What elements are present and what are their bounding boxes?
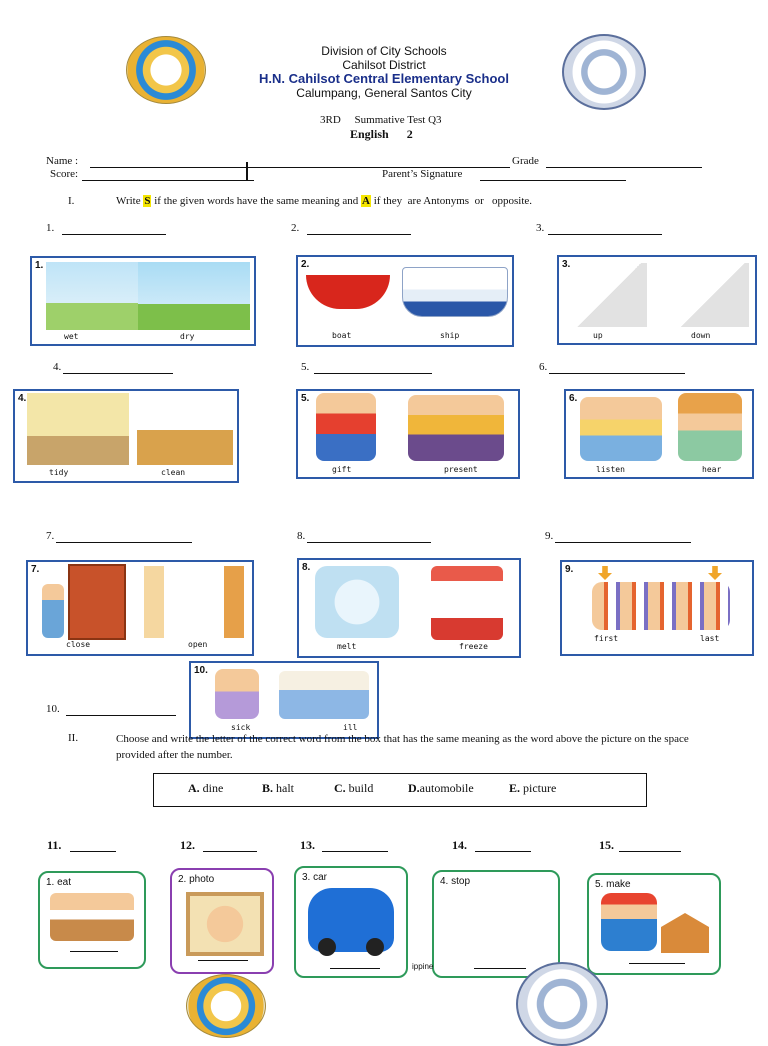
- choice-c: build: [348, 781, 374, 795]
- family-dining-illustration: [50, 893, 134, 941]
- picture-card-stop: [432, 870, 560, 978]
- picture-box-1: 1. wet dry: [30, 256, 256, 346]
- item8-answer[interactable]: [307, 530, 431, 543]
- caption-ship: ship: [440, 331, 460, 340]
- item5-number: 5.: [301, 361, 310, 373]
- district-text: Cahilsot District: [342, 58, 426, 72]
- choice-e: picture: [523, 781, 557, 795]
- dry-clothes-illustration: [138, 262, 250, 330]
- caption-boat: boat: [332, 331, 352, 340]
- division-text: Division of City Schools: [321, 44, 447, 58]
- wet-clothes-illustration: [46, 262, 142, 330]
- grade-field[interactable]: [546, 155, 702, 168]
- picture-box-3: 3. up down: [557, 255, 757, 345]
- score-label: Score:: [50, 168, 79, 180]
- subject-title: English 2: [350, 127, 413, 141]
- cursor-bar: [246, 162, 248, 180]
- kids-line-illustration: [592, 582, 730, 630]
- caption-present: present: [444, 465, 478, 474]
- boy-building-illustration: [601, 893, 657, 951]
- item1-answer[interactable]: [62, 222, 166, 235]
- item14-answer[interactable]: [475, 838, 531, 852]
- ill-in-bed-illustration: [279, 671, 369, 719]
- choices-box: A. dine B. halt C. build D.automobile E. picture: [153, 773, 647, 807]
- choice-d: automobile: [419, 781, 474, 795]
- highlight-a: A: [362, 195, 370, 207]
- caption-last: last: [700, 634, 720, 643]
- picture-box-5: 5. gift present: [296, 389, 520, 479]
- item9-answer[interactable]: [555, 530, 691, 543]
- item5-answer[interactable]: [314, 361, 432, 374]
- ice-cream-cart-illustration: [431, 566, 503, 640]
- item2-number: 2.: [291, 222, 300, 234]
- card-label-stop: 4. stop: [440, 876, 471, 887]
- caption-tidy: tidy: [49, 468, 69, 477]
- caption-listen: listen: [596, 465, 625, 474]
- division-seal-logo-footer: [186, 974, 266, 1038]
- picture-box-6: 6. listen hear: [564, 389, 754, 479]
- picture-card-make: [587, 873, 721, 975]
- caption-freeze: freeze: [459, 642, 488, 651]
- caption-up: up: [593, 331, 603, 340]
- stray-text: ippine: [412, 962, 434, 971]
- name-field[interactable]: [90, 155, 510, 168]
- item4-answer[interactable]: [63, 361, 173, 374]
- part2-instruction: Choose and write the letter of the correct word from the box that has the same meaning as the word above the picture on the space provided after the number.: [116, 733, 689, 761]
- item10-number: 10.: [46, 703, 60, 715]
- sick-girl-illustration: [215, 669, 259, 719]
- item10-answer[interactable]: [66, 703, 176, 716]
- item9-number: 9.: [545, 530, 554, 542]
- score-field[interactable]: [82, 168, 254, 181]
- gift-boy-illustration: [316, 393, 376, 461]
- school-seal-logo-footer: [516, 962, 608, 1046]
- card-blank-make[interactable]: [629, 963, 685, 964]
- highlight-s: S: [144, 195, 151, 207]
- item3-number: 3.: [536, 222, 545, 234]
- card-label-eat: 1. eat: [46, 877, 72, 888]
- picture-box-2: 2. boat ship: [296, 255, 514, 347]
- card-blank-stop[interactable]: [474, 968, 526, 969]
- card-blank-photo[interactable]: [198, 960, 248, 961]
- picture-box-8: 8. melt freeze: [297, 558, 521, 658]
- item6-number: 6.: [539, 361, 548, 373]
- car-wheel-back: [366, 938, 384, 956]
- boat-illustration: [306, 275, 390, 309]
- card-label-make: 5. make: [595, 879, 631, 890]
- name-label: Name :: [46, 155, 79, 167]
- item1-number: 1.: [46, 222, 55, 234]
- clean-girl-illustration: [137, 395, 233, 465]
- choice-b: halt: [276, 781, 295, 795]
- item6-answer[interactable]: [549, 361, 685, 374]
- closed-door-illustration: [68, 564, 126, 640]
- last-arrow-icon: [708, 566, 722, 580]
- test-title: 3RD Summative Test Q3: [320, 114, 442, 126]
- caption-close: close: [66, 640, 91, 649]
- part1-instruction: Write S if the given words have the same meaning and A if they are Antonyms or opposite.: [116, 195, 533, 207]
- framed-photo-illustration: [186, 892, 264, 956]
- card-blank-eat[interactable]: [70, 951, 118, 952]
- item15-number: 15.: [599, 838, 614, 852]
- parent-signature-field[interactable]: [480, 168, 626, 181]
- card-blank-car[interactable]: [330, 968, 380, 969]
- caption-sick: sick: [231, 723, 251, 732]
- item11-answer[interactable]: [70, 838, 116, 852]
- caption-first: first: [594, 634, 619, 643]
- caption-melt: melt: [337, 642, 357, 651]
- picture-card-photo: [170, 868, 274, 974]
- item14-number: 14.: [452, 838, 467, 852]
- ice-cubes-illustration: [315, 566, 399, 638]
- listen-illustration: [580, 397, 662, 461]
- part2-roman: II.: [68, 732, 79, 744]
- caption-dry: dry: [180, 332, 195, 341]
- present-kids-illustration: [408, 395, 504, 461]
- hear-illustration: [678, 393, 742, 461]
- car-wheel-front: [318, 938, 336, 956]
- picture-box-7: 7. close open: [26, 560, 254, 656]
- picture-card-eat: [38, 871, 146, 969]
- item12-number: 12.: [180, 838, 195, 852]
- item4-number: 4.: [53, 361, 62, 373]
- item13-answer[interactable]: [322, 838, 388, 852]
- going-up-illustration: [571, 263, 647, 327]
- picture-box-10: 10. sick ill: [189, 661, 379, 739]
- card-label-car: 3. car: [302, 872, 328, 883]
- open-door-illustration: [144, 566, 244, 638]
- parent-signature-label: Parent’s Signature: [382, 168, 463, 180]
- caption-ill: ill: [343, 723, 358, 732]
- caption-down: down: [691, 331, 711, 340]
- going-down-illustration: [677, 263, 749, 327]
- item13-number: 13.: [300, 838, 315, 852]
- ship-illustration: [402, 267, 508, 317]
- card-label-photo: 2. photo: [178, 874, 215, 885]
- caption-wet: wet: [64, 332, 79, 341]
- item2-answer[interactable]: [307, 222, 411, 235]
- first-arrow-icon: [598, 566, 612, 580]
- address-text: Calumpang, General Santos City: [296, 86, 472, 100]
- close-boy-illustration: [42, 584, 64, 638]
- item15-answer[interactable]: [619, 838, 681, 852]
- caption-hear: hear: [702, 465, 722, 474]
- item7-number: 7.: [46, 530, 55, 542]
- tidy-room-illustration: [27, 393, 129, 465]
- item3-answer[interactable]: [548, 222, 662, 235]
- crosswalk-illustration: [438, 892, 554, 956]
- caption-gift: gift: [332, 465, 352, 474]
- birdhouse-illustration: [661, 913, 709, 953]
- item11-number: 11.: [47, 838, 62, 852]
- item7-answer[interactable]: [56, 530, 192, 543]
- picture-box-9: 9. first last: [560, 560, 754, 656]
- item12-answer[interactable]: [203, 838, 257, 852]
- school-name: H.N. Cahilsot Central Elementary School: [259, 71, 509, 86]
- grade-label: Grade: [512, 155, 539, 167]
- item8-number: 8.: [297, 530, 306, 542]
- part1-roman: I.: [68, 195, 75, 207]
- caption-clean: clean: [161, 468, 186, 477]
- caption-open: open: [188, 640, 208, 649]
- picture-box-4: 4. tidy clean: [13, 389, 239, 483]
- picture-card-car: [294, 866, 408, 978]
- choice-a: dine: [202, 781, 224, 795]
